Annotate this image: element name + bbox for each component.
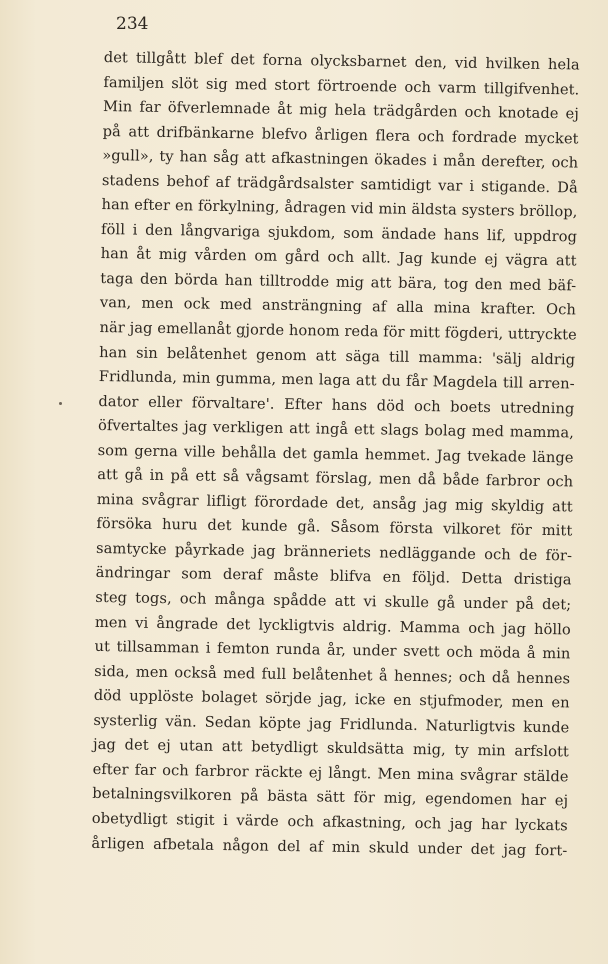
text-line: försöka huru det kunde gå. Såsom första vilkoret för mitt bbox=[96, 515, 573, 540]
text-line: familjen slöt sig med stort förtroende och varm tillgifvenhet. bbox=[103, 73, 580, 99]
text-line: ut tillsamman i femton runda år, under svett och möda å min bbox=[94, 638, 571, 663]
text-line: taga den börda han tilltrodde mig att bära, tog den med bäf- bbox=[100, 269, 577, 295]
text-line: samtycke påyrkade jag bränneriets nedläggande och de för- bbox=[95, 539, 573, 565]
text-line: han sin belåtenhet genom att säga till mamma: 'sälj aldrig bbox=[99, 343, 576, 369]
text-line: årligen afbetala någon del af min skuld under det jag fort- bbox=[91, 834, 568, 859]
text-line: på att drifbänkarne blefvo årligen flera och fordrade mycket bbox=[102, 122, 579, 148]
text-line: när jag emellanåt gjorde honom reda för mitt fögderi, uttryckte bbox=[99, 318, 577, 344]
text-line: stadens behof af trädgårdsalster samtidigt var i stigande. Då bbox=[101, 171, 578, 197]
text-line: sida, men också med full belåtenhet å hennes; och då hennes bbox=[94, 662, 571, 688]
text-line: jag det ej utan att betydligt skuldsätta mig, ty min arfslott bbox=[92, 736, 570, 761]
text-line: »gull», ty han såg att afkastningen ökades i mån derefter, och bbox=[102, 147, 579, 172]
page-number: 234 bbox=[116, 14, 149, 34]
text-line: död upplöste bolaget sörjde jag, icke en stjufmoder, men en bbox=[93, 687, 570, 712]
text-line: obetydligt stigit i värde och afkastning, och jag har lyckats bbox=[91, 809, 568, 835]
text-line: betalningsvilkoren på bästa sätt för mig, egendomen har ej bbox=[92, 785, 569, 810]
text-line: dator eller förvaltare'. Efter hans död och boets utredning bbox=[98, 392, 575, 418]
margin-speck bbox=[59, 402, 62, 405]
text-line: han åt mig vården om gård och allt. Jag kunde ej vägra att bbox=[100, 245, 577, 270]
text-line: Min far öfverlemnade åt mig hela trädgården och knotade ej bbox=[102, 98, 580, 123]
text-line: efter far och farbror räckte ej långt. Men mina svågrar stälde bbox=[92, 760, 569, 786]
text-line: mina svågrar lifligt förordade det, ansåg jag mig skyldig att bbox=[96, 490, 573, 516]
text-line: van, men ock med ansträngning af alla mina krafter. Och bbox=[99, 294, 577, 319]
text-line: ändringar som deraf måste blifva en följd. Detta dristiga bbox=[95, 564, 572, 589]
text-line: föll i den långvariga sjukdom, som ändade hans lif, uppdrog bbox=[100, 220, 578, 246]
text-line: systerlig vän. Sedan köpte jag Fridlunda. Naturligtvis kunde bbox=[93, 711, 570, 737]
text-line: Fridlunda, min gumma, men laga att du får Magdela till arren- bbox=[98, 368, 575, 393]
text-line: det tillgått blef det forna olycksbarnet den, vid hvilken hela bbox=[103, 48, 580, 74]
text-line: men vi ångrade det lyckligtvis aldrig. Mamma och jag höllo bbox=[94, 613, 572, 638]
text-line: han efter en förkylning, ådragen vid min äldsta systers bröllop, bbox=[101, 196, 578, 221]
text-line: öfvertaltes jag verkligen att ingå ett slags bolag med mamma, bbox=[97, 417, 575, 442]
text-line: steg togs, och många spådde att vi skulle gå under på det; bbox=[95, 588, 572, 614]
body-text bbox=[91, 46, 580, 863]
text-line: som gerna ville behålla det gamla hemmet. Jag tvekade länge bbox=[97, 441, 574, 467]
text-line: att gå in på ett så vågsamt förslag, men då både farbror och bbox=[97, 466, 574, 491]
